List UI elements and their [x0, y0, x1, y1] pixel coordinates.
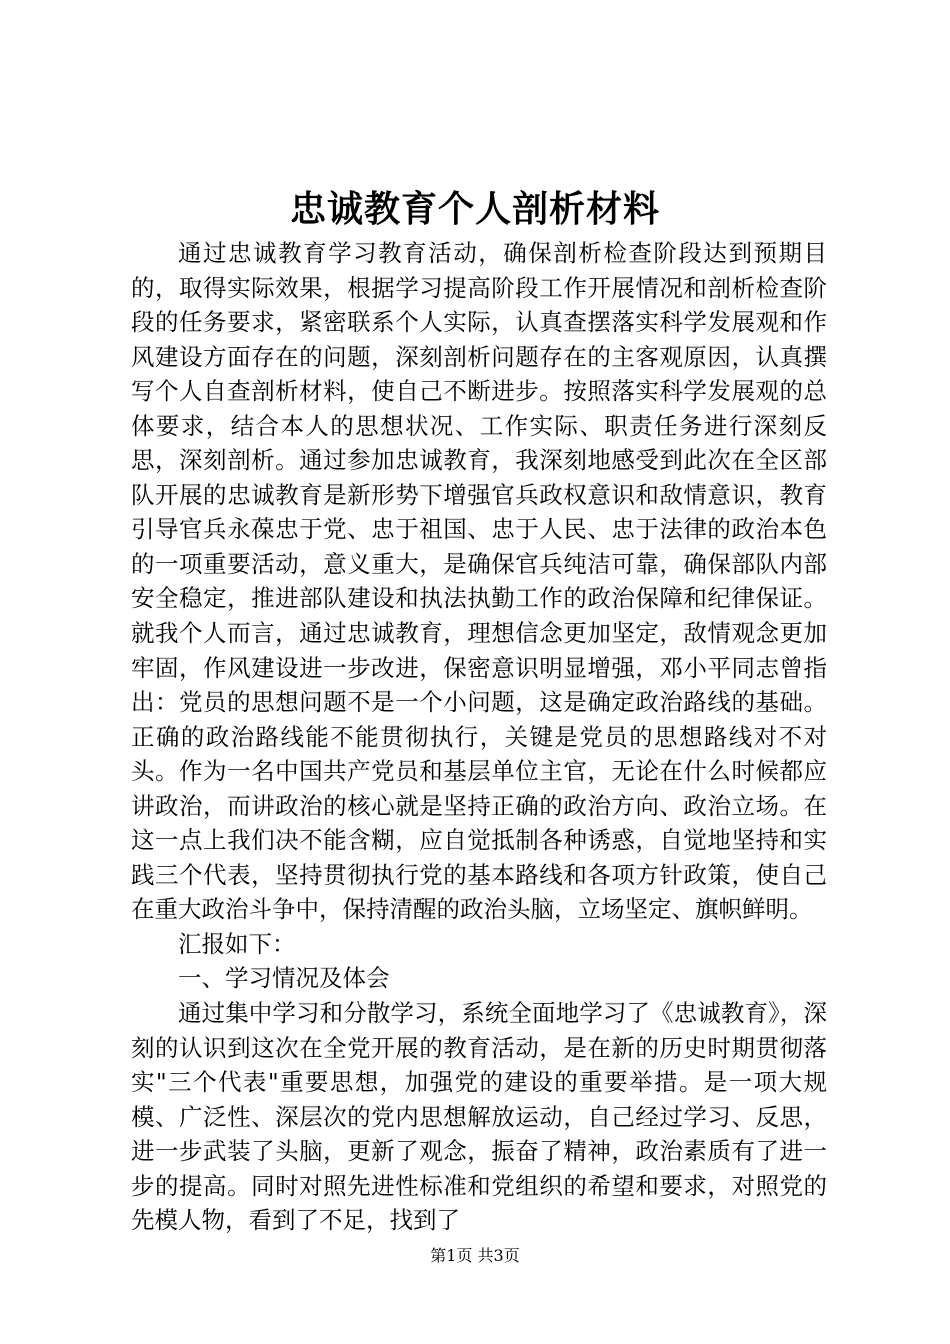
section-heading-study: 一、学习情况及体会: [178, 964, 390, 993]
body-paragraph-intro: 通过忠诚教育学习教育活动，确保剖析检查阶段达到预期目的，取得实际效果，根据学习提高阶段工作开展情况和剖析检查阶段的任务要求，紧密联系个人实际，认真查摆落实科学发展观和作风建设方面存在的问题，深刻剖析问题存在的主客观原因，认真撰写个人自查剖析材料，使自己不断进步。按照落实科学发展观的总体要求，结合本人的思想状况、工作实际、职责任务进行深刻反思，深刻剖析。通过参加忠诚教育，我深刻地感受到此次在全区部队开展的忠诚教育是新形势下增强官兵政权意识和敌情意识，教育引导官兵永葆忠于党、忠于祖国、忠于人民、忠于法律的政治本色的一项重要活动，意义重大，是确保官兵纯洁可靠，确保部队内部安全稳定，推进部队建设和执法执勤工作的政治保障和纪律保证。就我个人而言，通过忠诚教育，理想信念更加坚定，敌情观念更加牢固，作风建设进一步改进，保密意识明显增强，邓小平同志曾指出：党员的思想问题不是一个小问题，这是确定政治路线的基础。正确的政治路线能不能贯彻执行，关键是党员的思想路线对不对头。作为一名中国共产党员和基层单位主官，无论在什么时候都应讲政治，而讲政治的核心就是坚持正确的政治方向、政治立场。在这一点上我们决不能含糊，应自觉抵制各种诱惑，自觉地坚持和实践三个代表，坚持贯彻执行党的基本路线和各项方针政策，使自己在重大政治斗争中，保持清醒的政治头脑，立场坚定、旗帜鲜明。: [131, 239, 827, 924]
body-paragraph-study: 通过集中学习和分散学习，系统全面地学习了《忠诚教育》，深刻的认识到这次在全党开展的教育活动，是在新的历史时期贯彻落实"三个代表"重要思想，加强党的建设的重要举措。是一项大规模、广泛性、深层次的党内思想解放运动，自己经过学习、反思，进一步武装了头脑，更新了观念，振奋了精神，政治素质有了进一步的提高。同时对照先进性标准和党组织的希望和要求，对照党的先模人物，看到了不足，找到了: [131, 999, 827, 1235]
page-number-footer: 第1页 共3页: [430, 1246, 520, 1265]
document-body: [131, 236, 827, 1238]
body-paragraph-report: 汇报如下：: [178, 929, 296, 958]
page-title: 忠诚教育个人剖析材料: [289, 188, 660, 230]
